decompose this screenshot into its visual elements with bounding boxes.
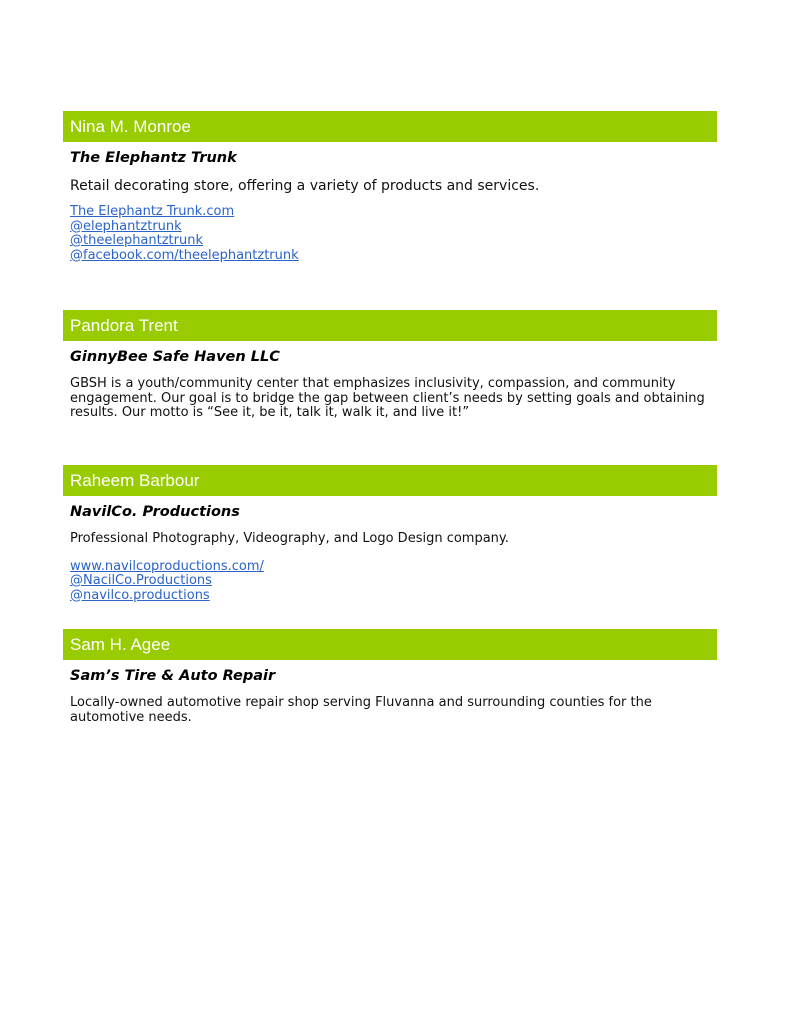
organization-description: Professional Photography, Videography, and Logo Design company. xyxy=(70,531,509,546)
organization-name: The Elephantz Trunk xyxy=(70,150,237,166)
directory-entry xyxy=(63,465,717,603)
entry-name-bar: Raheem Barbour xyxy=(63,465,717,496)
social-link[interactable]: @theelephantztrunk xyxy=(70,233,204,248)
organization-description: Locally-owned automotive repair shop serving Fluvanna and surrounding counties for the automotive needs. xyxy=(70,695,652,725)
organization-name: NavilCo. Productions xyxy=(70,504,240,520)
organization-description: GBSH is a youth/community center that emphasizes inclusivity, compassion, and community engagement. Our goal is to bridge the gap between client’s needs by setting goals and obtaining results. Our motto is “See it, be it, talk it, walk it, and live it!” xyxy=(70,376,705,420)
links-list xyxy=(70,205,717,263)
directory-entry xyxy=(63,629,717,725)
organization-description: Retail decorating store, offering a variety of products and services. xyxy=(70,178,540,194)
directory-entry xyxy=(63,111,717,263)
website-link[interactable]: The Elephantz Trunk.com xyxy=(70,204,235,219)
links-list xyxy=(70,560,717,604)
entry-name-bar: Sam H. Agee xyxy=(63,629,717,660)
social-link[interactable]: @NacilCo.Productions xyxy=(70,573,212,588)
social-link[interactable]: @navilco.productions xyxy=(70,587,210,603)
website-link[interactable]: www.navilcoproductions.com/ xyxy=(70,558,264,574)
social-link[interactable]: @elephantztrunk xyxy=(70,218,182,234)
entry-name-bar: Pandora Trent xyxy=(63,310,717,341)
entry-name-bar: Nina M. Monroe xyxy=(63,111,717,142)
directory-entry xyxy=(63,310,717,421)
facebook-link[interactable]: @facebook.com/theelephantztrunk xyxy=(70,247,299,263)
organization-name: Sam’s Tire & Auto Repair xyxy=(70,668,276,684)
organization-name: GinnyBee Safe Haven LLC xyxy=(70,349,280,365)
